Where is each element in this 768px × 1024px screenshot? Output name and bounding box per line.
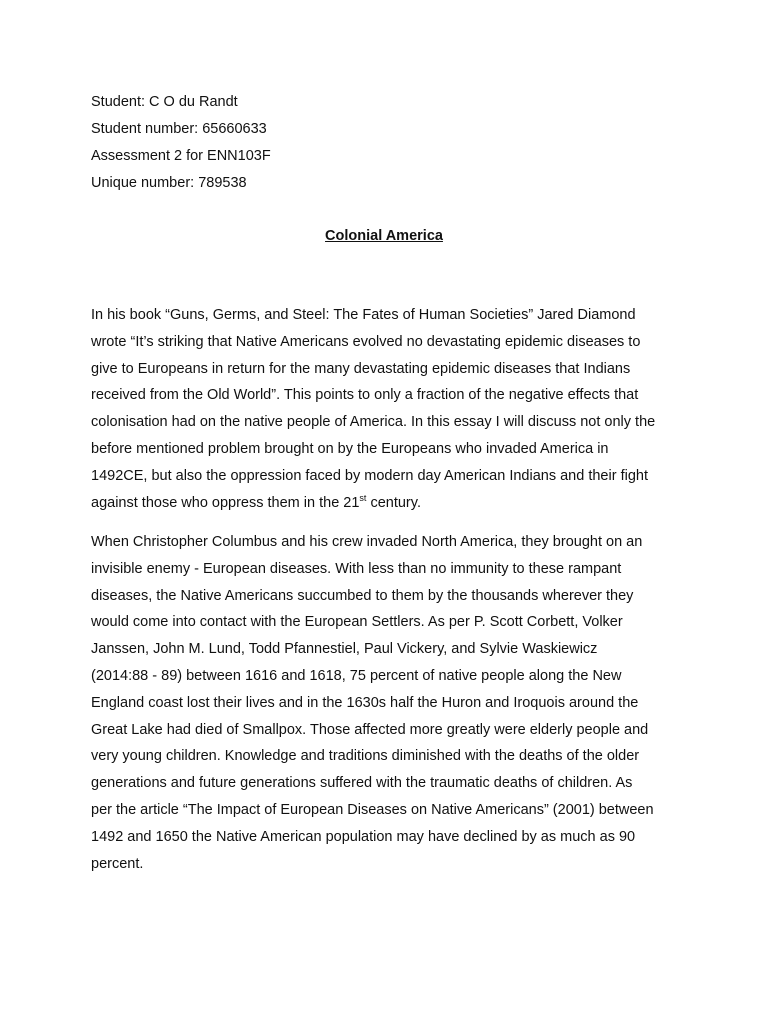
paragraph-line: Great Lake had died of Smallpox. Those affected more greatly were elderly people and xyxy=(91,721,649,738)
paragraph-line-last xyxy=(91,490,691,517)
paragraph-line: England coast lost their lives and in the 1630s half the Huron and Iroquois around the xyxy=(91,694,639,711)
paragraph-line: wrote “It’s striking that Native Americans evolved no devastating epidemic diseases to xyxy=(91,333,641,350)
ordinal-superscript: st xyxy=(359,492,367,503)
paragraph-line: When Christopher Columbus and his crew invaded North America, they brought on an xyxy=(91,534,643,550)
paragraph-line: (2014:88 - 89) between 1616 and 1618, 75 percent of native people along the New xyxy=(91,667,622,684)
paragraph-line: give to Europeans in return for the many devastating epidemic diseases that Indians xyxy=(91,360,631,377)
paragraph-line: per the article “The Impact of European Diseases on Native Americans” (2001) between xyxy=(91,801,654,818)
paragraph-line: before mentioned problem brought on by the Europeans who invaded America in xyxy=(91,440,609,457)
paragraph-line: diseases, the Native Americans succumbed to them by the thousands wherever they xyxy=(91,587,634,604)
paragraph-line: received from the Old World”. This points to only a fraction of the negative effects that xyxy=(91,387,639,404)
paragraph-line: invisible enemy - European diseases. With less than no immunity to these rampant xyxy=(91,560,622,577)
last-line-end: century. xyxy=(366,494,421,511)
paragraph-line: In his book “Guns, Germs, and Steel: The Fates of Human Societies” Jared Diamond xyxy=(91,307,636,323)
paragraph-line: very young children. Knowledge and traditions diminished with the deaths of the older xyxy=(91,748,640,765)
last-line-text: against those who oppress them in the 21 xyxy=(91,494,360,511)
paragraph-line: 1492CE, but also the oppression faced by modern day American Indians and their fight xyxy=(91,467,648,484)
paragraph-2 xyxy=(91,529,691,877)
paragraph-1 xyxy=(91,302,691,516)
paragraph-line: would come into contact with the European Settlers. As per P. Scott Corbett, Volker xyxy=(91,614,623,631)
paragraph-line: colonisation had on the native people of America. In this essay I will discuss not only the xyxy=(91,414,656,431)
student-info-header xyxy=(91,89,691,197)
paragraph-line: generations and future generations suffered with the traumatic deaths of children. As xyxy=(91,775,633,792)
paragraph-line: Janssen, John M. Lund, Todd Pfannestiel, Paul Vickery, and Sylvie Waskiewicz xyxy=(91,641,598,658)
paragraph-line: 1492 and 1650 the Native American population may have declined by as much as 90 xyxy=(91,828,636,845)
assessment-label: Assessment 2 for ENN103F xyxy=(91,148,271,164)
student-number: Student number: 65660633 xyxy=(91,121,267,137)
paragraph-line: percent. xyxy=(91,855,144,872)
student-name: Student: C O du Randt xyxy=(91,94,238,110)
essay-title: Colonial America xyxy=(325,228,443,244)
unique-number: Unique number: 789538 xyxy=(91,175,247,191)
